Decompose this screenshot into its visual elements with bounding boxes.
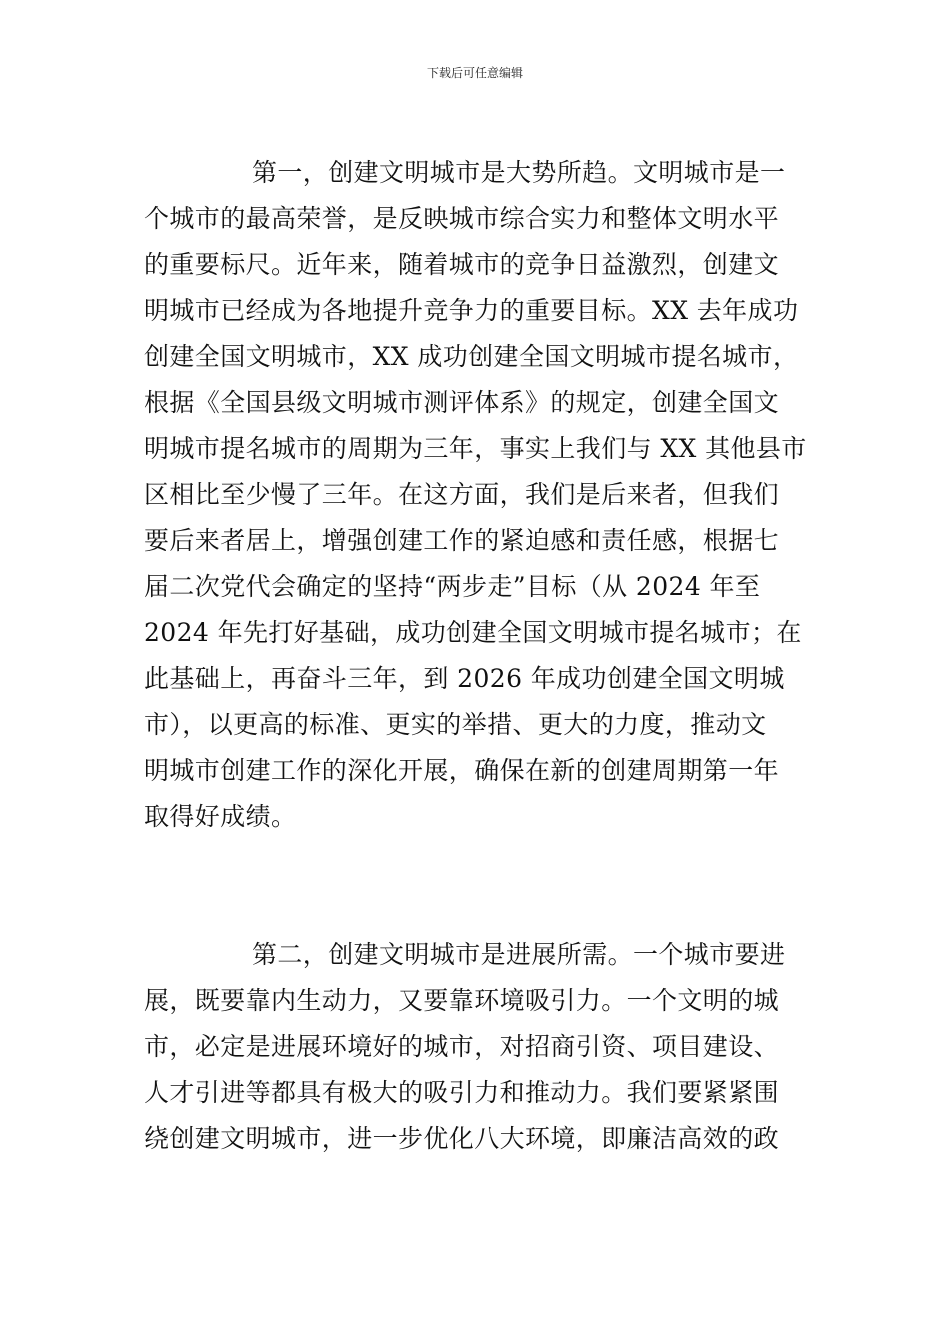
paragraph-1-line-1: 第一，创建文明城市是大势所趋。文明城市是一 <box>252 158 786 187</box>
paragraph-1-line-13: 市），以更高的标准、更实的举措、更大的力度，推动文 <box>144 710 767 739</box>
page-header-note: 下载后可任意编辑 <box>426 66 523 80</box>
paragraph-1-line-14: 明城市创建工作的深化开展，确保在新的创建周期第一年 <box>144 756 780 785</box>
paragraph-1-line-12: 此基础上，再奋斗三年，到 2026 年成功创建全国文明城 <box>144 664 785 693</box>
paragraph-1-line-2: 个城市的最高荣誉，是反映城市综合实力和整体文明水平 <box>144 204 780 233</box>
paragraph-1-line-15: 取得好成绩。 <box>144 802 297 831</box>
paragraph-2-line-3: 市，必定是进展环境好的城市，对招商引资、项目建设、 <box>144 1032 780 1061</box>
paragraph-1-line-8: 区相比至少慢了三年。在这方面，我们是后来者，但我们 <box>144 480 780 509</box>
paragraph-1 <box>144 150 808 840</box>
paragraph-spacer <box>144 840 808 932</box>
paragraph-1-line-4: 明城市已经成为各地提升竞争力的重要目标。XX 去年成功 <box>144 296 799 325</box>
paragraph-2-line-5: 绕创建文明城市，进一步优化八大环境，即廉洁高效的政 <box>144 1124 780 1153</box>
paragraph-2-line-1: 第二，创建文明城市是进展所需。一个城市要进 <box>252 940 786 969</box>
paragraph-1-line-3: 的重要标尺。近年来，随着城市的竞争日益激烈，创建文 <box>144 250 780 279</box>
paragraph-1-line-10: 届二次党代会确定的坚持“两步走”目标（从 2024 年至 <box>144 572 761 601</box>
paragraph-1-line-9: 要后来者居上，增强创建工作的紧迫感和责任感，根据七 <box>144 526 780 555</box>
paragraph-1-line-7: 明城市提名城市的周期为三年，事实上我们与 XX 其他县市 <box>144 434 807 463</box>
paragraph-1-line-11: 2024 年先打好基础，成功创建全国文明城市提名城市；在 <box>144 618 802 647</box>
paragraph-2-line-2: 展，既要靠内生动力，又要靠环境吸引力。一个文明的城 <box>144 986 780 1015</box>
paragraph-1-line-5: 创建全国文明城市，XX 成功创建全国文明城市提名城市， <box>144 342 799 371</box>
paragraph-2 <box>144 932 808 1162</box>
document-body <box>144 150 808 1162</box>
paragraph-2-line-4: 人才引进等都具有极大的吸引力和推动力。我们要紧紧围 <box>144 1078 780 1107</box>
paragraph-1-line-6: 根据《全国县级文明城市测评体系》的规定，创建全国文 <box>144 388 780 417</box>
